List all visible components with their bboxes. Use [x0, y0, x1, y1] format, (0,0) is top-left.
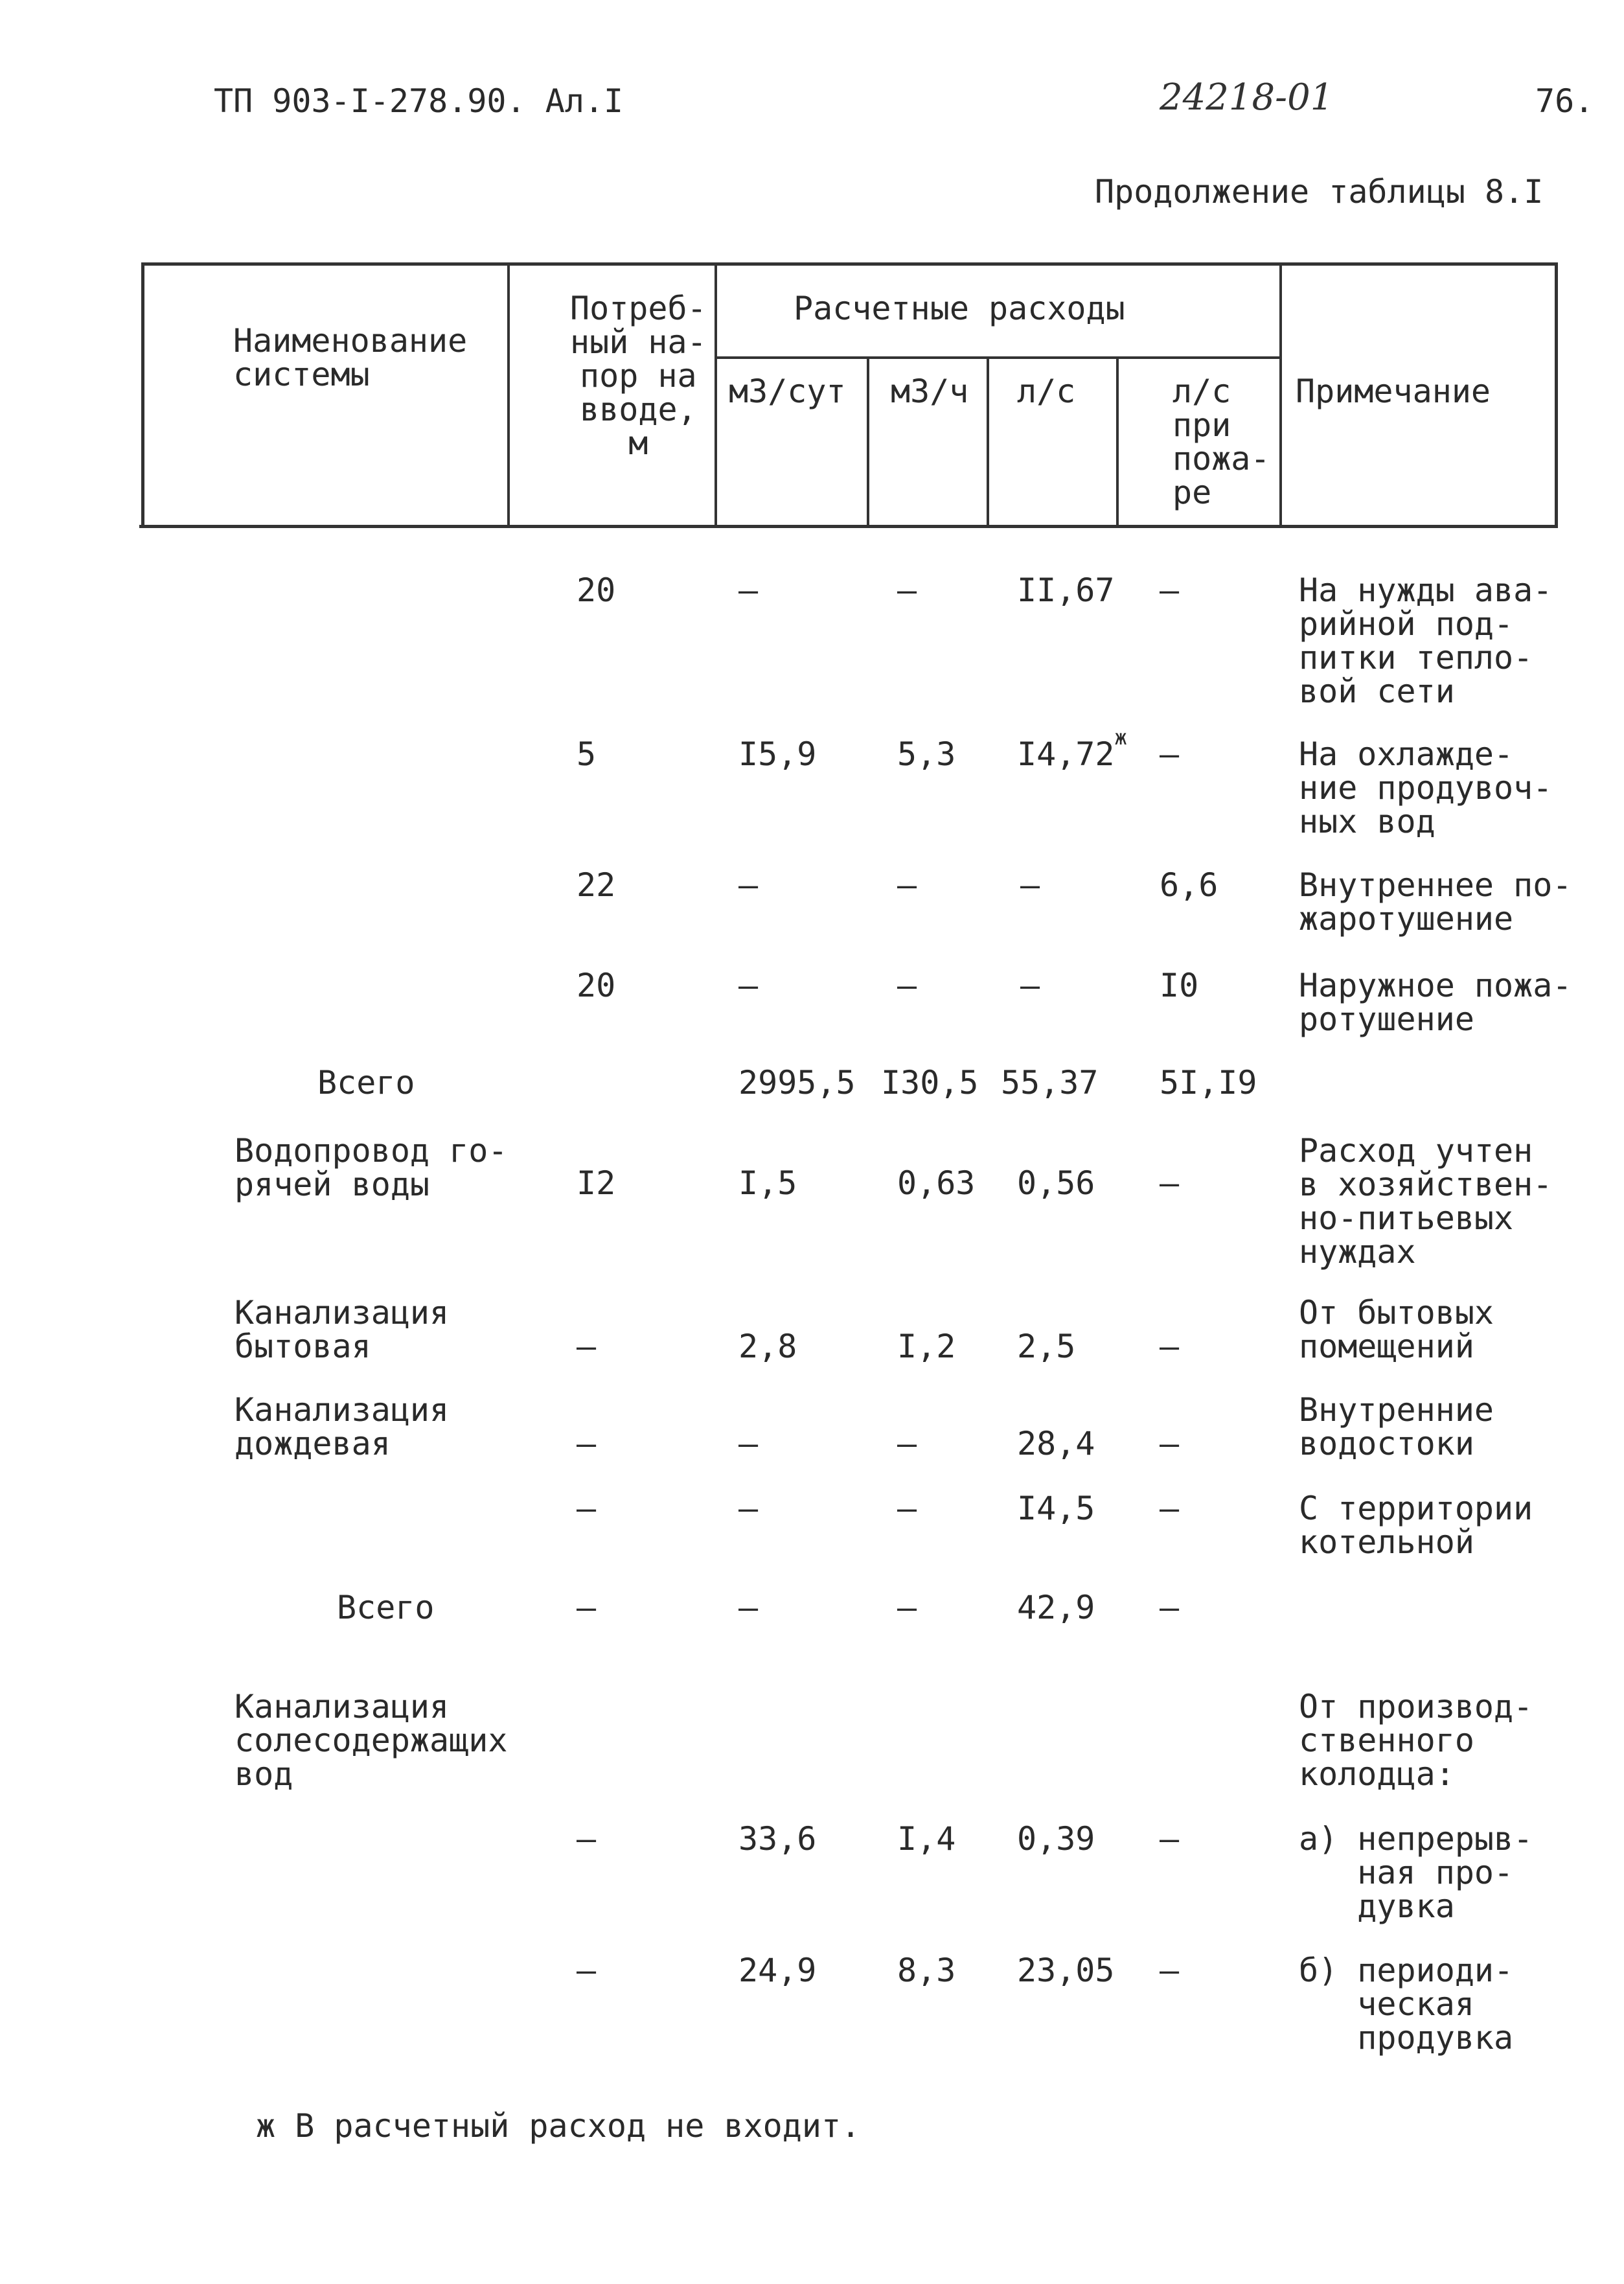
cell-note: б) периоди- ческая продувка: [1299, 1952, 1514, 2057]
cell-head: 22: [577, 866, 616, 904]
col-divider-2: [715, 262, 717, 527]
cell-ls: I4,5: [1017, 1490, 1095, 1527]
cell-m3h: –: [897, 967, 917, 1004]
cell-note: От производ- ственного колодца:: [1299, 1688, 1533, 1793]
cell-m3h: –: [897, 1589, 917, 1626]
cell-m3h: 0,63: [897, 1164, 976, 1202]
header-flows: Расчетные расходы: [794, 290, 1125, 327]
document-code: ТП 903-I-278.90. Ал.I: [214, 82, 624, 120]
cell-ls: 2,5: [1017, 1328, 1076, 1365]
cell-m3day: 2,8: [738, 1328, 797, 1365]
cell-note: На нужды ава- рийной под- питки тепло- вой сети: [1299, 571, 1553, 710]
cell-ls-fire: –: [1160, 1328, 1180, 1365]
cell-note: С территории котельной: [1299, 1490, 1533, 1561]
handwritten-number: 24218-01: [1160, 76, 1334, 119]
cell-ls-fire: –: [1160, 1425, 1180, 1462]
cell-m3day: 33,6: [738, 1820, 817, 1858]
header-ls: л/с: [1017, 373, 1076, 410]
col-divider-3: [1279, 262, 1282, 527]
cell-head: –: [577, 1425, 597, 1462]
cell-note: Внутреннее по- жаротушение: [1299, 866, 1572, 938]
cell-m3h: –: [897, 571, 917, 609]
cell-m3day: 2995,5: [738, 1064, 856, 1102]
cell-ls: –: [1020, 866, 1040, 904]
col-divider-5: [987, 356, 989, 527]
cell-m3h: –: [897, 1425, 917, 1462]
page-number: 76.: [1535, 82, 1594, 120]
cell-ls-value: I4,72: [1017, 735, 1115, 773]
cell-ls: 28,4: [1017, 1425, 1095, 1462]
footnote: ж В расчетный расход не входит.: [256, 2107, 861, 2145]
header-top-border: [143, 262, 1558, 266]
cell-note: Наружное пожа- ротушение: [1299, 967, 1572, 1038]
cell-head: 5: [577, 735, 597, 773]
cell-m3day: 24,9: [738, 1952, 817, 1989]
cell-head: I2: [577, 1164, 616, 1202]
cell-head: –: [577, 1952, 597, 1989]
cell-name: Канализация дождевая: [234, 1391, 450, 1462]
cell-ls-fire: –: [1160, 1164, 1180, 1202]
cell-m3day: –: [738, 571, 759, 609]
header-right-border: [1555, 262, 1558, 527]
footnote-marker: ж: [1114, 725, 1127, 750]
cell-head: –: [577, 1589, 597, 1626]
cell-ls-fire: –: [1160, 571, 1180, 609]
cell-ls: 55,37: [1001, 1064, 1099, 1102]
cell-m3day: –: [738, 1490, 759, 1527]
cell-note: Расход учтен в хозяйствен- но-питьевых нуждах: [1299, 1132, 1553, 1271]
cell-ls-fire: –: [1160, 1952, 1180, 1989]
header-m3h: м3/ч: [891, 373, 969, 410]
cell-name: Водопровод го- рячей воды: [234, 1132, 508, 1203]
cell-m3h: I30,5: [881, 1064, 979, 1102]
cell-name: Всего: [317, 1064, 415, 1102]
header-note: Примечание: [1296, 373, 1491, 410]
col-divider-4: [867, 356, 869, 527]
cell-note: Внутренние водостоки: [1299, 1391, 1494, 1462]
cell-m3day: –: [738, 866, 759, 904]
header-name: Наименование системы: [233, 322, 468, 393]
cell-m3day: –: [738, 967, 759, 1004]
cell-m3h: I,2: [897, 1328, 956, 1365]
cell-ls: –: [1020, 967, 1040, 1004]
cell-head: –: [577, 1820, 597, 1858]
cell-ls-fire: 5I,I9: [1160, 1064, 1257, 1102]
cell-m3h: –: [897, 1490, 917, 1527]
subheader-divider: [716, 356, 1281, 359]
cell-name: Канализация бытовая: [234, 1294, 450, 1365]
cell-m3h: 8,3: [897, 1952, 956, 1989]
cell-m3h: I,4: [897, 1820, 956, 1858]
cell-ls-fire: –: [1160, 1490, 1180, 1527]
cell-name: Всего: [337, 1589, 435, 1626]
cell-ls: 0,56: [1017, 1164, 1095, 1202]
cell-m3day: I5,9: [738, 735, 817, 773]
cell-ls: [1017, 725, 1127, 773]
cell-ls-fire: I0: [1160, 967, 1199, 1004]
cell-ls-fire: –: [1160, 735, 1180, 773]
table-caption: Продолжение таблицы 8.I: [1095, 173, 1544, 211]
cell-ls-fire: –: [1160, 1820, 1180, 1858]
cell-ls: 0,39: [1017, 1820, 1095, 1858]
cell-ls-fire: –: [1160, 1589, 1180, 1626]
cell-m3day: –: [738, 1589, 759, 1626]
header-head: Потреб- ный на- пор на вводе, м: [570, 290, 707, 462]
cell-m3day: –: [738, 1425, 759, 1462]
header-m3day: м3/сут: [729, 373, 846, 410]
col-divider-1: [507, 262, 510, 527]
cell-note: а) непрерыв- ная про- дувка: [1299, 1820, 1533, 1925]
cell-m3h: 5,3: [897, 735, 956, 773]
cell-ls-fire: 6,6: [1160, 866, 1218, 904]
cell-ls: II,67: [1017, 571, 1115, 609]
cell-head: 20: [577, 571, 616, 609]
cell-note: На охлажде- ние продувоч- ных вод: [1299, 735, 1553, 840]
cell-m3day: I,5: [738, 1164, 797, 1202]
cell-head: –: [577, 1490, 597, 1527]
header-ls-fire: л/с при пожа- ре: [1172, 373, 1270, 511]
cell-ls: 42,9: [1017, 1589, 1095, 1626]
cell-note: От бытовых помещений: [1299, 1294, 1494, 1365]
cell-m3h: –: [897, 866, 917, 904]
cell-name: Канализация солесодержащих вод: [234, 1688, 508, 1793]
col-divider-6: [1116, 356, 1119, 527]
cell-ls: 23,05: [1017, 1952, 1115, 1989]
cell-head: –: [577, 1328, 597, 1365]
header-left-border: [141, 262, 144, 527]
header-bottom-border: [139, 525, 1558, 528]
cell-head: 20: [577, 967, 616, 1004]
